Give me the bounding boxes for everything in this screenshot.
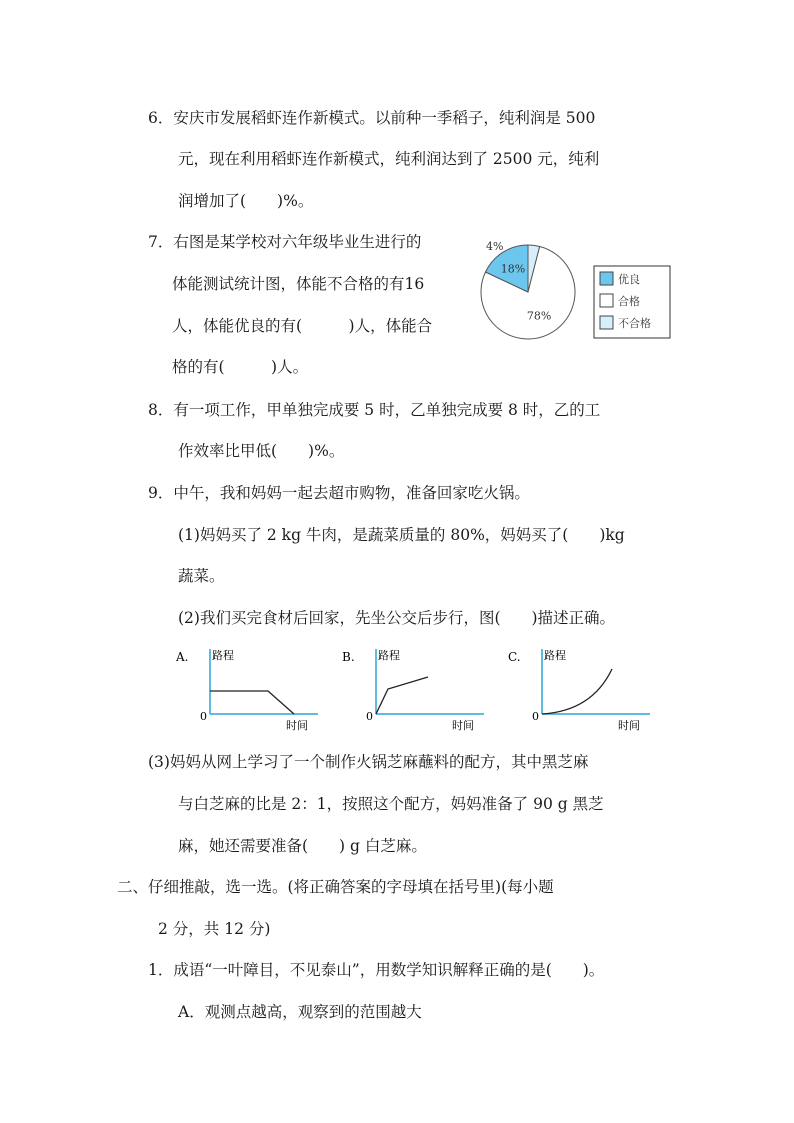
graph-a-curve xyxy=(210,691,294,714)
q8-line-2: 作效率比甲低( )%。 xyxy=(178,442,345,460)
pie-chart xyxy=(470,230,680,345)
q9-part1-line-2: 蔬菜。 xyxy=(178,567,225,585)
graph-b-option-label: B. xyxy=(342,650,355,664)
graph-b-y-label: 路程 xyxy=(378,649,400,662)
pie-slice-label-0: 18% xyxy=(500,262,526,276)
graph-a-option-label: A. xyxy=(176,650,189,664)
pie-legend-swatch-1 xyxy=(600,294,613,307)
graph-a-y-label: 路程 xyxy=(212,649,234,662)
graph-b-x-label: 时间 xyxy=(452,719,474,732)
graph-c-y-label: 路程 xyxy=(544,649,566,662)
q6-line-2: 元，现在利用稻虾连作新模式，纯利润达到了 2500 元，纯利 xyxy=(178,150,600,168)
q7-line-4: 格的有( )人。 xyxy=(172,358,309,376)
q9-part3-line-3: 麻，她还需要准备( ) g 白芝麻。 xyxy=(178,837,427,855)
graph-option-c xyxy=(502,645,652,735)
s2-q1-option-a: A．观测点越高，观察到的范围越大 xyxy=(178,1003,422,1021)
q6-line-3: 润增加了( )%。 xyxy=(178,192,314,210)
q9-part2: (2)我们买完食材后回家，先坐公交后步行，图( )描述正确。 xyxy=(178,609,616,627)
q7-line-3: 人，体能优良的有( )人，体能合 xyxy=(172,317,433,335)
q9-part3-line-2: 与白芝麻的比是 2：1，按照这个配方，妈妈准备了 90 g 黑芝 xyxy=(178,795,604,813)
graph-option-b xyxy=(336,645,486,735)
q7-line-1: 7．右图是某学校对六年级毕业生进行的 xyxy=(148,233,422,251)
q6-line-1: 6．安庆市发展稻虾连作新模式。以前种一季稻子，纯利润是 500 xyxy=(148,109,596,127)
section-2-heading-line-2: 2 分，共 12 分) xyxy=(158,920,271,938)
pie-legend-label-0: 优良 xyxy=(618,273,640,286)
graph-a-x-label: 时间 xyxy=(286,719,308,732)
q9-part1-line-1: (1)妈妈买了 2 kg 牛肉，是蔬菜质量的 80%，妈妈买了( )kg xyxy=(178,526,625,544)
s2-q1-stem: 1．成语“一叶障目，不见泰山”，用数学知识解释正确的是( )。 xyxy=(148,961,605,979)
graph-a-origin: 0 xyxy=(200,710,207,723)
graph-b-origin: 0 xyxy=(366,710,373,723)
pie-legend-label-2: 不合格 xyxy=(618,317,651,330)
graph-option-a xyxy=(170,645,320,735)
graph-b-curve xyxy=(376,677,428,714)
graph-c-x-label: 时间 xyxy=(618,719,640,732)
q8-line-1: 8．有一项工作，甲单独完成要 5 时，乙单独完成要 8 时，乙的工 xyxy=(148,401,601,419)
pie-legend-label-1: 合格 xyxy=(618,295,640,308)
q7-line-2: 体能测试统计图，体能不合格的有16 xyxy=(172,275,425,293)
q9-part3-line-1: (3)妈妈从网上学习了一个制作火锅芝麻蘸料的配方，其中黑芝麻 xyxy=(148,753,589,771)
graph-c-origin: 0 xyxy=(532,710,539,723)
pie-legend-swatch-0 xyxy=(600,272,613,285)
graph-c-curve xyxy=(542,669,612,714)
pie-slice-label-1: 78% xyxy=(526,309,552,323)
pie-legend-swatch-2 xyxy=(600,316,613,329)
q9-intro: 9．中午，我和妈妈一起去超市购物，准备回家吃火锅。 xyxy=(148,484,530,502)
section-2-heading-line-1: 二、仔细推敲，选一选。(将正确答案的字母填在括号里)(每小题 xyxy=(117,878,554,896)
graph-c-option-label: C. xyxy=(508,650,521,664)
pie-slice-label-2: 4% xyxy=(486,240,504,253)
